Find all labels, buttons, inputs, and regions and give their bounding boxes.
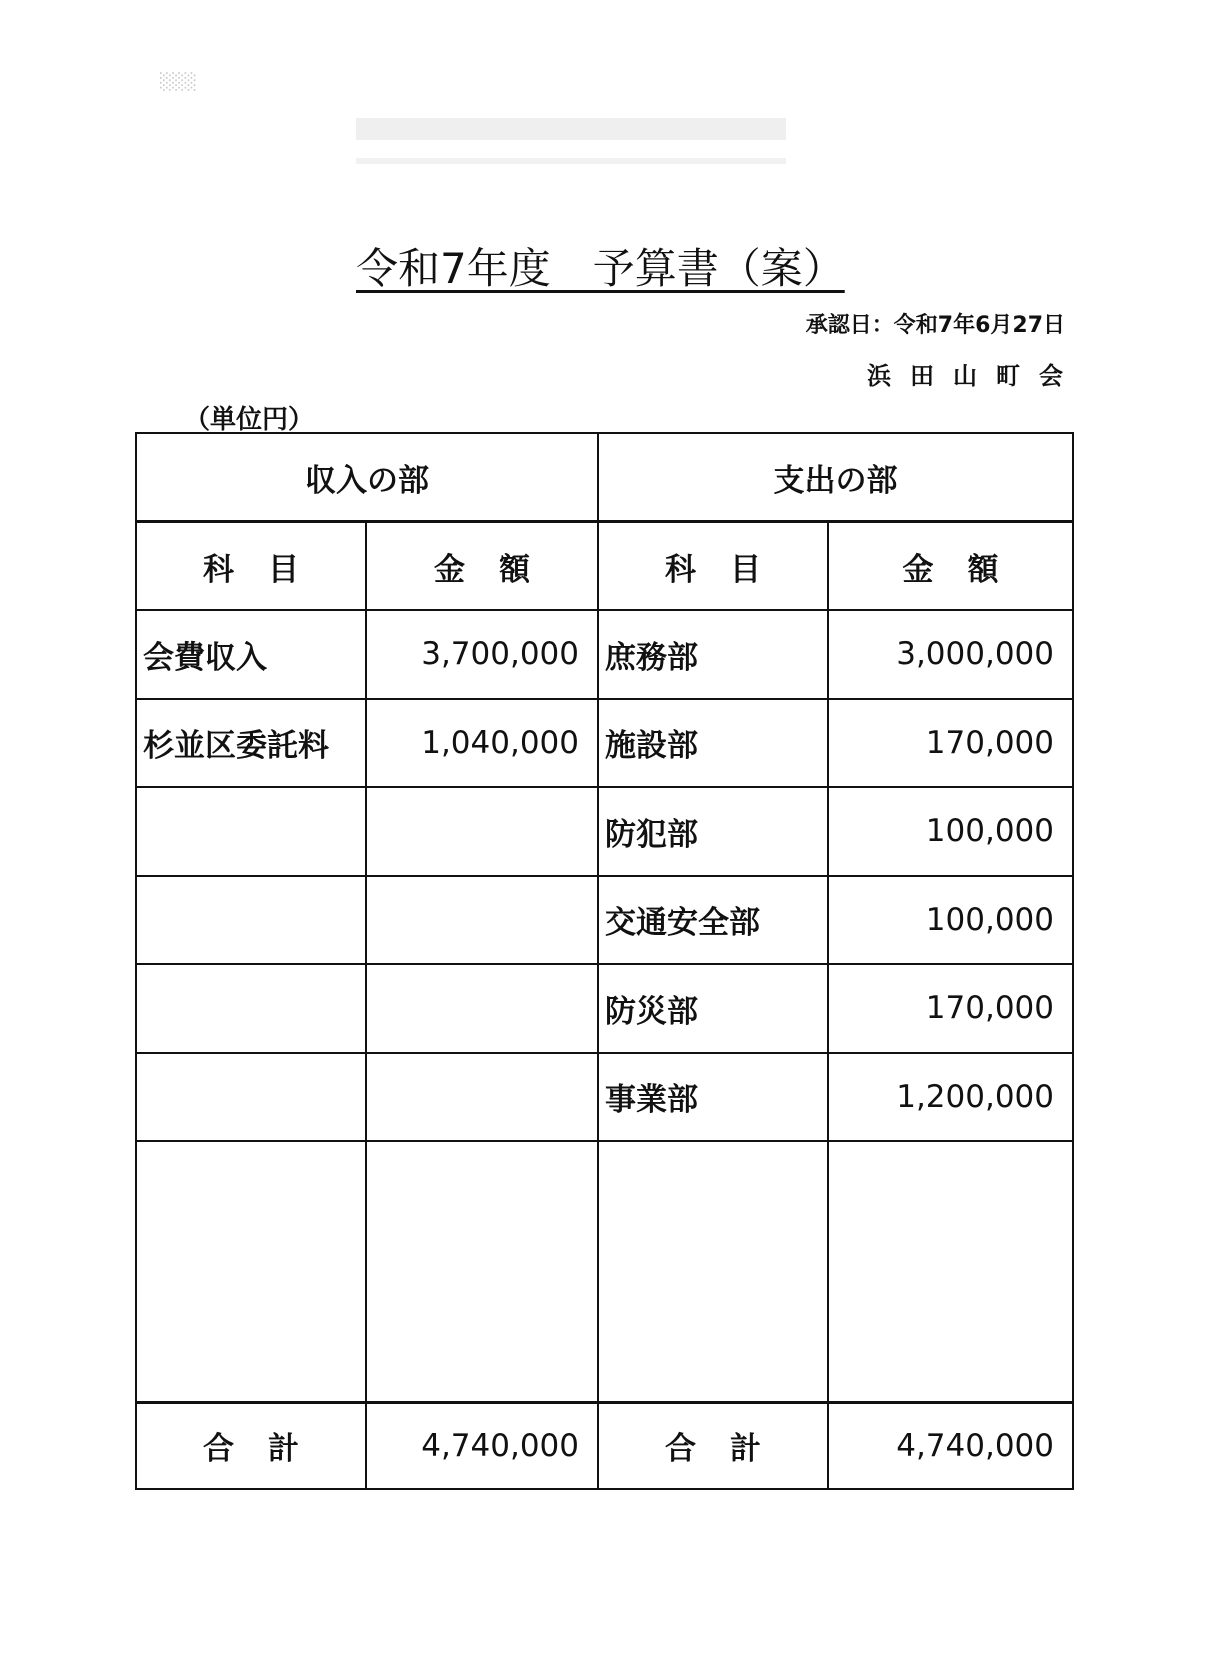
income-total-label: 合計 (136, 1402, 366, 1489)
empty-cell (136, 787, 366, 876)
expense-item: 防犯部 (598, 787, 828, 876)
expense-item: 庶務部 (598, 610, 828, 699)
expense-amount: 100,000 (828, 876, 1073, 965)
table-row (136, 610, 1073, 699)
expense-amount-header: 金額 (828, 522, 1073, 611)
income-amount: 3,700,000 (366, 610, 598, 699)
bleed-through-subheading (356, 158, 786, 164)
income-total-amount: 4,740,000 (366, 1402, 598, 1489)
expense-total-label: 合計 (598, 1402, 828, 1489)
bleed-through-heading (356, 118, 786, 140)
empty-cell (828, 1141, 1073, 1402)
income-section-header: 収入の部 (136, 433, 598, 522)
income-item-header: 科目 (136, 522, 366, 611)
expense-item-header: 科目 (598, 522, 828, 611)
budget-table (135, 432, 1074, 1490)
unit-label: （単位円） (184, 405, 315, 435)
empty-cell (366, 1141, 598, 1402)
section-header-row (136, 433, 1073, 522)
income-item: 杉並区委託料 (136, 699, 366, 788)
document-title: 令和7年度 予算書（案） (356, 244, 845, 293)
empty-cell (366, 964, 598, 1053)
table-row (136, 876, 1073, 965)
empty-cell (136, 1053, 366, 1142)
table-row (136, 1053, 1073, 1142)
table-row (136, 699, 1073, 788)
expense-amount: 3,000,000 (828, 610, 1073, 699)
empty-cell (136, 964, 366, 1053)
empty-cell (136, 1141, 366, 1402)
empty-cell (366, 876, 598, 965)
expense-amount: 170,000 (828, 699, 1073, 788)
expense-amount: 170,000 (828, 964, 1073, 1053)
approval-date: 承認日：令和7年6月27日 (805, 313, 1065, 338)
income-amount: 1,040,000 (366, 699, 598, 788)
blank-row (136, 1141, 1073, 1402)
expense-section-header: 支出の部 (598, 433, 1073, 522)
expense-item: 事業部 (598, 1053, 828, 1142)
total-row (136, 1402, 1073, 1489)
bleed-through-text: ░░░ (160, 72, 197, 91)
expense-amount: 1,200,000 (828, 1053, 1073, 1142)
expense-item: 防災部 (598, 964, 828, 1053)
income-amount-header: 金額 (366, 522, 598, 611)
income-item: 会費収入 (136, 610, 366, 699)
organization-name: 浜田山町会 (867, 362, 1082, 390)
expense-total-amount: 4,740,000 (828, 1402, 1073, 1489)
table-row (136, 787, 1073, 876)
expense-item: 施設部 (598, 699, 828, 788)
column-header-row (136, 522, 1073, 611)
empty-cell (598, 1141, 828, 1402)
expense-item: 交通安全部 (598, 876, 828, 965)
empty-cell (136, 876, 366, 965)
table-row (136, 964, 1073, 1053)
empty-cell (366, 1053, 598, 1142)
empty-cell (366, 787, 598, 876)
expense-amount: 100,000 (828, 787, 1073, 876)
